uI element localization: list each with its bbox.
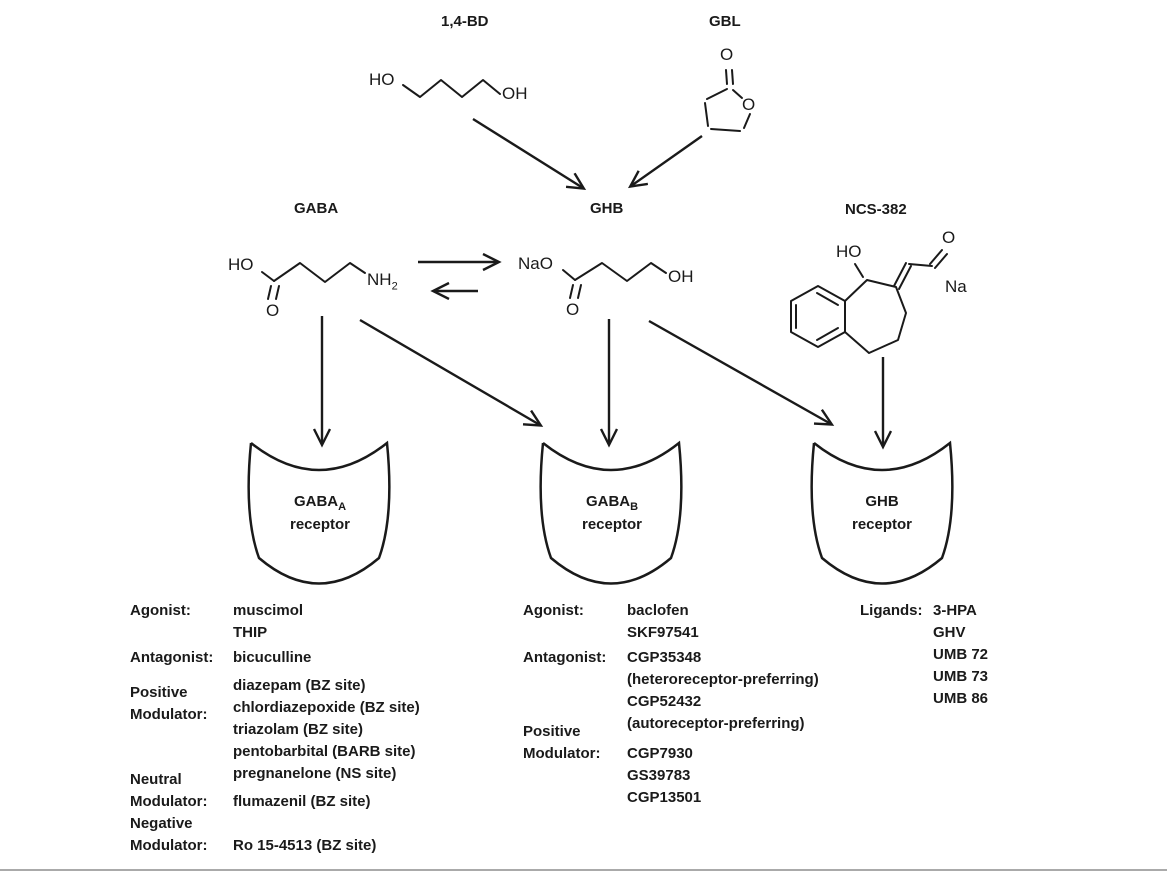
gabab-positive-label-1: Positive bbox=[523, 723, 581, 740]
gabab-antagonist-label: Antagonist: bbox=[523, 649, 607, 666]
gabab-agonist-label: Agonist: bbox=[523, 602, 584, 619]
gabab-positive-value-3: CGP13501 bbox=[627, 789, 702, 806]
gabaa-negative-value-1: Ro 15-4513 (BZ site) bbox=[233, 837, 377, 854]
bd-structure bbox=[403, 80, 500, 97]
gabab-receptor-label: $GABA_B$ receptor bbox=[581, 493, 643, 533]
arrow-gbl-to-ghb bbox=[631, 136, 702, 186]
gabab-antagonist-value-1: CGP35348 bbox=[627, 649, 702, 666]
gabaa-agonist-label: Agonist: bbox=[130, 602, 191, 619]
gabaa-positive-label-1: Positive bbox=[130, 684, 188, 701]
gabaa-neutral-value-1: flumazenil (BZ site) bbox=[233, 793, 371, 810]
bd-label: 1,4-BD bbox=[441, 13, 489, 30]
gabaa-antagonist-value-1: bicuculline bbox=[233, 649, 312, 666]
ghb-label: GHB bbox=[590, 200, 624, 217]
gabaa-negative-label-1: Negative bbox=[130, 815, 193, 832]
gabaa-receptor-label: $GABA_A$ receptor bbox=[289, 493, 351, 533]
ghb-ligand-value-4: UMB 73 bbox=[933, 668, 989, 685]
gabaa-positive-value-4: pentobarbital (BARB site) bbox=[233, 743, 416, 760]
arrow-ghb-to-ghbr bbox=[649, 321, 831, 424]
gaba-nh2-atom: $NH_2$ bbox=[367, 270, 398, 293]
gabaa-positive-label-2: Modulator: bbox=[130, 706, 208, 723]
ghb-ligands-label: Ligands: bbox=[860, 602, 923, 619]
gaba-label: GABA bbox=[294, 200, 339, 217]
ghb-receptor-label: GHB receptor bbox=[851, 493, 913, 533]
gabaa-agonist-value-2: THIP bbox=[233, 624, 268, 641]
ghb-o-atom: O bbox=[566, 300, 580, 319]
gabab-agonist-value-2: SKF97541 bbox=[627, 624, 699, 641]
gabab-agonist-value-1: baclofen bbox=[627, 602, 689, 619]
gabab-positive-label-2: Modulator: bbox=[523, 745, 601, 762]
ghb-nao-atom: NaO bbox=[518, 254, 553, 273]
gabaa-negative-label-2: Modulator: bbox=[130, 837, 208, 854]
gbl-ring-o-atom: O bbox=[742, 95, 756, 114]
gabaa-neutral-label-1: Neutral bbox=[130, 771, 182, 788]
ncs-structure bbox=[791, 250, 947, 353]
gabab-antagonist-value-3: CGP52432 bbox=[627, 693, 702, 710]
gaba-structure bbox=[262, 263, 365, 299]
gabaa-agonist-value-1: muscimol bbox=[233, 602, 304, 619]
ghb-ligand-value-3: UMB 72 bbox=[933, 646, 989, 663]
gabaa-positive-value-1: diazepam (BZ site) bbox=[233, 677, 366, 694]
bd-oh-atom: OH bbox=[502, 84, 528, 103]
ghb-ligand-value-5: UMB 86 bbox=[933, 690, 989, 707]
gabaa-positive-value-5: pregnanelone (NS site) bbox=[233, 765, 397, 782]
ghb-structure bbox=[563, 263, 666, 298]
gabaa-positive-value-2: chlordiazepoxide (BZ site) bbox=[233, 699, 420, 716]
bottom-divider-line bbox=[0, 869, 1167, 871]
bd-ho-atom: HO bbox=[369, 70, 395, 89]
arrows bbox=[322, 119, 883, 446]
gbl-carbonyl-o-atom: O bbox=[720, 45, 734, 64]
gaba-ho-atom: HO bbox=[228, 255, 254, 274]
gabab-antagonist-value-2: (heteroreceptor-preferring) bbox=[627, 671, 819, 688]
ghb-ligand-value-2: GHV bbox=[933, 624, 966, 641]
gabaa-antagonist-label: Antagonist: bbox=[130, 649, 214, 666]
gabaa-neutral-label-2: Modulator: bbox=[130, 793, 208, 810]
gbl-label: GBL bbox=[709, 13, 741, 30]
gabab-positive-value-2: GS39783 bbox=[627, 767, 691, 784]
ncs-ho-atom: HO bbox=[836, 242, 862, 261]
gabab-antagonist-value-4: (autoreceptor-preferring) bbox=[627, 715, 805, 732]
gabaa-positive-value-3: triazolam (BZ site) bbox=[233, 721, 364, 738]
ncs-na-atom: Na bbox=[945, 277, 967, 296]
arrow-bd-to-ghb bbox=[473, 119, 583, 188]
ncs-o-atom: O bbox=[942, 228, 956, 247]
gaba-o-atom: O bbox=[266, 301, 280, 320]
gabab-positive-value-1: CGP7930 bbox=[627, 745, 693, 762]
arrow-gaba-to-gabab bbox=[360, 320, 540, 425]
ghb-ligand-value-1: 3-HPA bbox=[933, 602, 977, 619]
ghb-oh-atom: OH bbox=[668, 267, 694, 286]
ncs-label: NCS-382 bbox=[845, 201, 907, 218]
